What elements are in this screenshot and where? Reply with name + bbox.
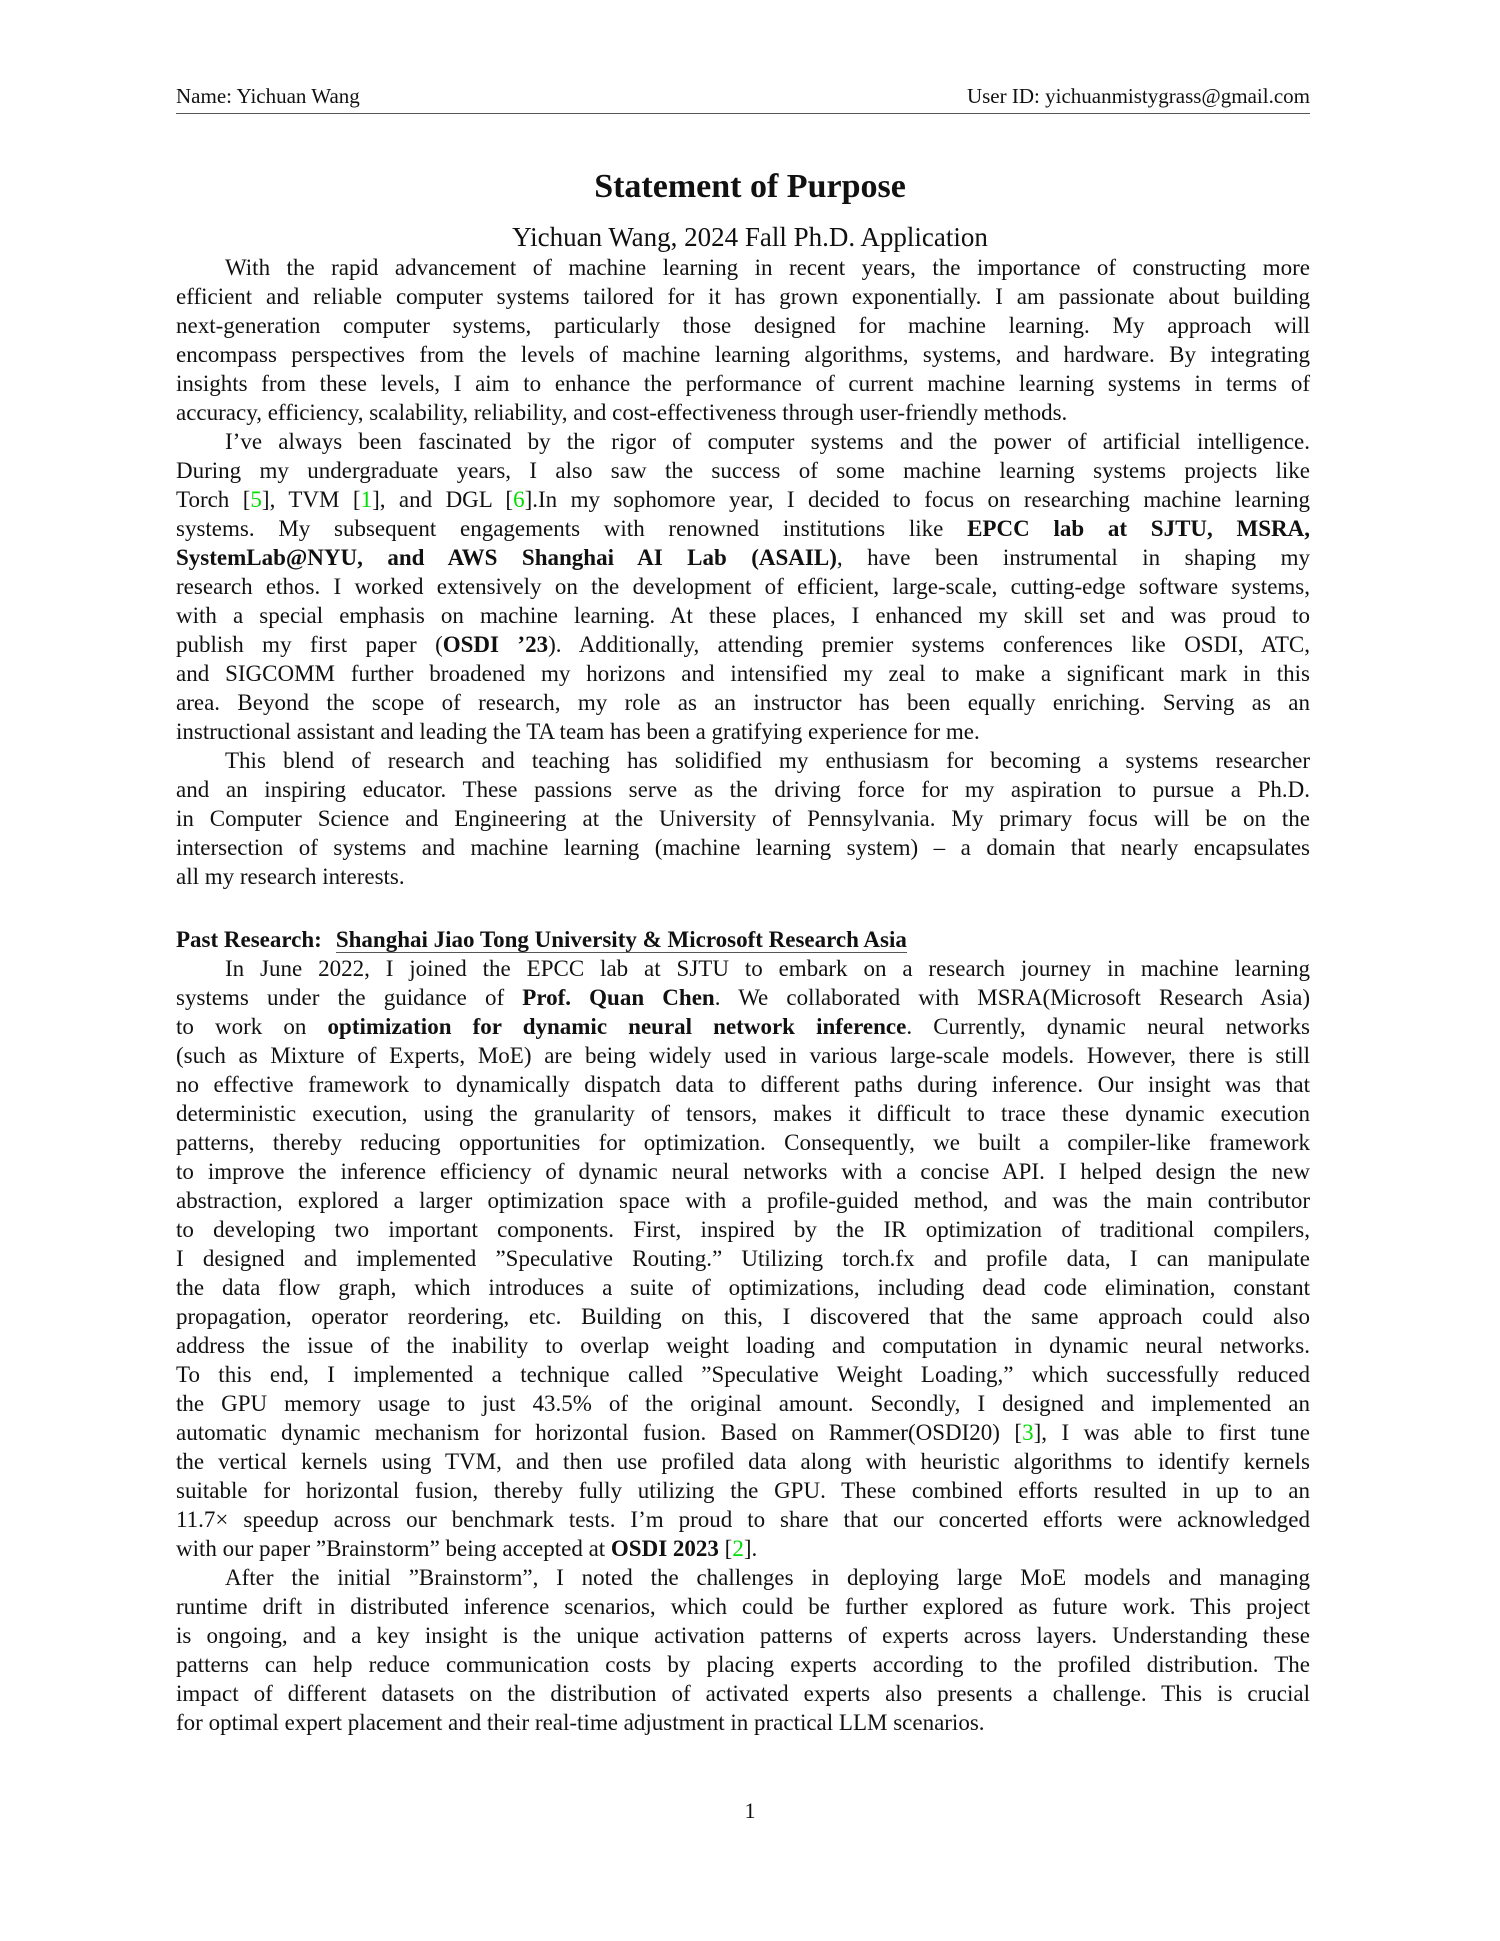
text-run: encompass perspectives from the levels of machine learning algorithms, systems, and hardware. By integrating xyxy=(176,342,1310,367)
citation-link[interactable]: [3] xyxy=(1014,1420,1042,1445)
text-line xyxy=(176,1215,1310,1244)
text-run: the data flow graph, which introduces a suite of optimizations, including dead code elimination, constant xyxy=(176,1275,1310,1300)
text-line xyxy=(176,954,1310,983)
text-line xyxy=(176,1070,1310,1099)
text-line xyxy=(176,746,1310,775)
text-line xyxy=(176,1505,1310,1534)
text-run: This blend of research and teaching has solidified my enthusiasm for becoming a systems researcher xyxy=(225,748,1310,773)
text-line xyxy=(176,688,1310,717)
citation-number[interactable]: 3 xyxy=(1022,1420,1034,1445)
text-run: , I was able to first tune xyxy=(1041,1420,1311,1445)
header-name: Name: Yichuan Wang xyxy=(176,84,360,108)
text-run: and SIGCOMM further broadened my horizons and intensified my zeal to make a significant mark in this xyxy=(176,661,1310,686)
text-run: , have been instrumental in shaping my xyxy=(836,545,1310,570)
text-run: to improve the inference efficiency of dynamic neural networks with a concise API. I helped design the new xyxy=(176,1159,1310,1184)
text-line xyxy=(176,1331,1310,1360)
text-line xyxy=(176,659,1310,688)
text-line xyxy=(176,1563,1310,1592)
text-line xyxy=(176,1099,1310,1128)
text-run: , TVM xyxy=(269,487,353,512)
paragraph xyxy=(176,1563,1310,1737)
text-line xyxy=(176,1476,1310,1505)
text-run: .In my sophomore year, I decided to focus on researching machine learning xyxy=(532,487,1311,512)
text-run: 11.7× speedup across our benchmark tests. I’m proud to share that our concerted efforts were acknowledged xyxy=(176,1507,1310,1532)
text-run: impact of different datasets on the distribution of activated experts also presents a challenge. This is crucial xyxy=(176,1681,1310,1706)
text-line xyxy=(176,456,1310,485)
text-line xyxy=(176,253,1310,282)
text-line xyxy=(176,1360,1310,1389)
text-run: In June 2022, I joined the EPCC lab at SJTU to embark on a research journey in machine learning xyxy=(225,956,1310,981)
text-run: patterns can help reduce communication costs by placing experts according to the profiled distribution. The xyxy=(176,1652,1310,1677)
text-run: to developing two important components. First, inspired by the IR optimization of traditional compilers, xyxy=(176,1217,1310,1242)
bold-text: EPCC lab at SJTU, MSRA, xyxy=(967,516,1310,541)
text-run: to work on xyxy=(176,1014,328,1039)
citation-link[interactable]: [2] xyxy=(724,1536,752,1561)
text-line xyxy=(176,1157,1310,1186)
text-run: . xyxy=(751,1536,758,1561)
section-title: Shanghai Jiao Tong University & Microsoft Research Asia xyxy=(335,927,907,952)
citation-number[interactable]: 2 xyxy=(732,1536,744,1561)
text-run: with a special emphasis on machine learning. At these places, I enhanced my skill set and was proud to xyxy=(176,603,1310,628)
text-line xyxy=(176,1302,1310,1331)
text-run: systems under the guidance of xyxy=(176,985,523,1010)
text-line xyxy=(176,1273,1310,1302)
text-run: To this end, I implemented a technique called ”Speculative Weight Loading,” which successfully reduced xyxy=(176,1362,1310,1387)
text-run: the GPU memory usage to just 43.5% of the original amount. Secondly, I designed and implemented an xyxy=(176,1391,1310,1416)
text-run: . We collaborated with MSRA(Microsoft Research Asia) xyxy=(714,985,1310,1010)
text-run: in Computer Science and Engineering at the University of Pennsylvania. My primary focus will be on the xyxy=(176,806,1310,831)
paragraph xyxy=(176,253,1310,427)
text-run: . Currently, dynamic neural networks xyxy=(906,1014,1310,1039)
text-line xyxy=(176,340,1310,369)
text-run: I’ve always been fascinated by the rigor of computer systems and the power of artificial intelligence. xyxy=(225,429,1310,454)
text-line xyxy=(176,1128,1310,1157)
document-subtitle: Yichuan Wang, 2024 Fall Ph.D. Application xyxy=(512,222,988,252)
text-line xyxy=(176,983,1310,1012)
text-run: with our paper ”Brainstorm” being accepted at xyxy=(176,1536,611,1561)
text-line xyxy=(176,1708,1310,1737)
text-run: I designed and implemented ”Speculative Routing.” Utilizing torch.fx and profile data, I can manipulate xyxy=(176,1246,1310,1271)
text-run: patterns, thereby reducing opportunities for optimization. Consequently, we built a compiler-like framework xyxy=(176,1130,1310,1155)
text-line xyxy=(176,311,1310,340)
text-run: all my research interests. xyxy=(176,864,405,889)
text-run: ). Additionally, attending premier systems conferences like OSDI, ATC, xyxy=(548,632,1310,657)
text-line xyxy=(176,1650,1310,1679)
citation-number[interactable]: 1 xyxy=(360,487,373,512)
text-run: is ongoing, and a key insight is the unique activation patterns of experts across layers. Understanding these xyxy=(176,1623,1310,1648)
bold-text: Prof. Quan Chen xyxy=(522,985,715,1010)
text-run: (such as Mixture of Experts, MoE) are being widely used in various large-scale models. However, there is still xyxy=(176,1043,1310,1068)
text-run: efficient and reliable computer systems tailored for it has grown exponentially. I am passionate about building xyxy=(176,284,1310,309)
bold-text: OSDI 2023 xyxy=(610,1536,719,1561)
text-line xyxy=(176,1447,1310,1476)
text-line xyxy=(176,514,1310,543)
paragraph xyxy=(176,427,1310,746)
text-line xyxy=(176,717,1310,746)
text-run: suitable for horizontal fusion, thereby fully utilizing the GPU. These combined efforts resulted in up to an xyxy=(176,1478,1310,1503)
bold-text: OSDI ’23 xyxy=(442,632,549,657)
text-line xyxy=(176,862,1310,891)
text-run: publish my first paper ( xyxy=(176,632,443,657)
header-user-id: User ID: yichuanmistygrass@gmail.com xyxy=(966,84,1310,108)
bold-text: SystemLab@NYU, and AWS Shanghai AI Lab (ASAIL) xyxy=(176,545,837,570)
text-line xyxy=(176,1389,1310,1418)
text-line xyxy=(176,1012,1310,1041)
text-line xyxy=(176,427,1310,456)
text-run: Torch xyxy=(176,487,243,512)
citation-link[interactable]: [6] xyxy=(505,487,533,512)
text-line xyxy=(176,1621,1310,1650)
text-run: abstraction, explored a larger optimization space with a profile-guided method, and was the main contributor xyxy=(176,1188,1310,1213)
document-title: Statement of Purpose xyxy=(594,168,906,205)
text-line xyxy=(176,543,1310,572)
citation-number[interactable]: 6 xyxy=(513,487,525,512)
text-line xyxy=(176,1679,1310,1708)
text-line xyxy=(176,1041,1310,1070)
citation-number[interactable]: 5 xyxy=(250,487,262,512)
text-run: research ethos. I worked extensively on the development of efficient, large-scale, cutting-edge software systems, xyxy=(176,574,1310,599)
text-line xyxy=(176,1592,1310,1621)
text-run: deterministic execution, using the granularity of tensors, makes it difficult to trace these dynamic execution xyxy=(176,1101,1310,1126)
paragraph xyxy=(176,746,1310,891)
intro-section xyxy=(176,253,1310,891)
text-line xyxy=(176,804,1310,833)
text-line xyxy=(176,282,1310,311)
paragraph xyxy=(176,954,1310,1563)
text-run: address the issue of the inability to overlap weight loading and computation in dynamic neural networks. xyxy=(176,1333,1310,1358)
text-run: and an inspiring educator. These passions serve as the driving force for my aspiration to pursue a Ph.D. xyxy=(176,777,1310,802)
bold-text: optimization for dynamic neural network inference xyxy=(327,1014,907,1039)
text-run: automatic dynamic mechanism for horizontal fusion. Based on Rammer(OSDI20) xyxy=(176,1420,1015,1445)
text-line xyxy=(176,369,1310,398)
text-run: propagation, operator reordering, etc. Building on this, I discovered that the same approach could also xyxy=(176,1304,1310,1329)
text-run: After the initial ”Brainstorm”, I noted the challenges in deploying large MoE models and managing xyxy=(225,1565,1310,1590)
text-run: instructional assistant and leading the TA team has been a gratifying experience for me. xyxy=(176,719,980,744)
text-run: During my undergraduate years, I also saw the success of some machine learning systems projects like xyxy=(176,458,1310,483)
section-label: Past Research: xyxy=(176,927,322,952)
text-line xyxy=(176,1244,1310,1273)
text-line xyxy=(176,485,1310,514)
text-line xyxy=(176,601,1310,630)
text-line xyxy=(176,630,1310,659)
text-line xyxy=(176,1186,1310,1215)
text-line xyxy=(176,1418,1310,1447)
text-run: insights from these levels, I aim to enhance the performance of current machine learning systems in terms of xyxy=(176,371,1310,396)
text-run: for optimal expert placement and their real-time adjustment in practical LLM scenarios. xyxy=(176,1710,985,1735)
text-run: next-generation computer systems, particularly those designed for machine learning. My approach will xyxy=(176,313,1310,338)
text-run: intersection of systems and machine learning (machine learning system) – a domain that nearly encapsulates xyxy=(176,835,1310,860)
page-header xyxy=(176,84,1310,109)
research-section xyxy=(176,954,1310,1737)
text-line xyxy=(176,775,1310,804)
text-line xyxy=(176,1534,1310,1563)
text-line xyxy=(176,572,1310,601)
text-run: area. Beyond the scope of research, my role as an instructor has been equally enriching. Serving as an xyxy=(176,690,1310,715)
citation-link[interactable]: [5] xyxy=(242,487,270,512)
citation-link[interactable]: [1] xyxy=(352,487,380,512)
text-line xyxy=(176,398,1310,427)
text-run: With the rapid advancement of machine learning in recent years, the importance of constructing more xyxy=(225,255,1310,280)
text-run: , and DGL xyxy=(379,487,506,512)
section-heading xyxy=(176,925,907,954)
text-run: the vertical kernels using TVM, and then use profiled data along with heuristic algorithms to identify kernels xyxy=(176,1449,1310,1474)
text-run: no effective framework to dynamically dispatch data to different paths during inference. Our insight was that xyxy=(176,1072,1310,1097)
header-rule xyxy=(176,113,1310,114)
text-run: accuracy, efficiency, scalability, reliability, and cost-effectiveness through user-friendly methods. xyxy=(176,400,1068,425)
page-number: 1 xyxy=(744,1798,756,1823)
text-run: systems. My subsequent engagements with renowned institutions like xyxy=(176,516,968,541)
text-line xyxy=(176,833,1310,862)
text-run: runtime drift in distributed inference scenarios, which could be further explored as future work. This project xyxy=(176,1594,1310,1619)
